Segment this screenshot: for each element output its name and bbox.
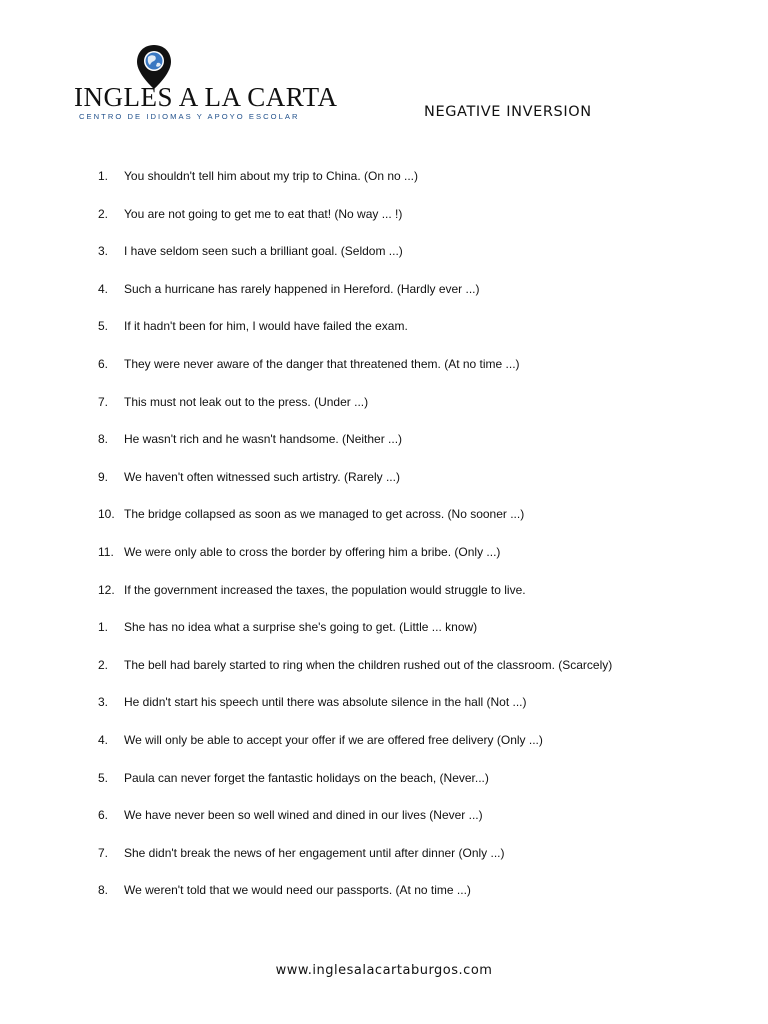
item-number: 8.	[98, 883, 109, 898]
item-text: Such a hurricane has rarely happened in Hereford. (Hardly ever ...)	[124, 281, 480, 296]
item-number: 2.	[98, 657, 109, 672]
item-text: She didn't break the news of her engagement until after dinner (Only ...)	[124, 845, 505, 860]
item-text: They were never aware of the danger that threatened them. (At no time ...)	[124, 357, 520, 371]
list-item	[98, 807, 483, 823]
item-text: He didn't start his speech until there was absolute silence in the hall (Not ...)	[124, 695, 527, 710]
item-text: The bridge collapsed as soon as we managed to get across. (No sooner ...)	[124, 507, 525, 522]
item-text: She has no idea what a surprise she's going to get. (Little ... know)	[124, 620, 478, 635]
item-number: 3.	[98, 244, 109, 259]
item-number: 5.	[98, 770, 109, 785]
item-text: We haven't often witnessed such artistry. (Rarely ...)	[124, 469, 400, 484]
item-text: We have never been so well wined and dined in our lives (Never ...)	[124, 808, 483, 823]
item-text: If the government increased the taxes, the population would struggle to live.	[124, 582, 526, 597]
list-item	[98, 582, 526, 598]
list-item	[98, 356, 520, 372]
list-item	[98, 544, 500, 560]
item-number: 1.	[98, 620, 109, 635]
list-item	[98, 281, 480, 297]
item-number: 10.	[98, 507, 115, 522]
item-number: 11.	[98, 545, 114, 559]
item-text: You are not going to get me to eat that! (No way ... !)	[124, 206, 403, 221]
brand-tagline: CENTRO DE IDIOMAS Y APOYO ESCOLAR	[79, 112, 300, 121]
item-text: Paula can never forget the fantastic holidays on the beach, (Never...)	[124, 770, 489, 785]
list-item	[98, 882, 471, 898]
item-number: 4.	[98, 733, 109, 747]
list-item	[98, 168, 418, 184]
item-number: 4.	[98, 281, 109, 296]
item-text: If it hadn't been for him, I would have failed the exam.	[124, 319, 408, 334]
item-number: 3.	[98, 695, 109, 710]
item-number: 7.	[98, 845, 109, 860]
item-number: 2.	[98, 206, 109, 221]
item-number: 6.	[98, 808, 109, 823]
list-item	[98, 431, 402, 447]
item-number: 8.	[98, 432, 109, 447]
list-item	[98, 845, 505, 861]
item-number: 9.	[98, 469, 109, 484]
item-text: I have seldom seen such a brilliant goal. (Seldom ...)	[124, 244, 403, 259]
item-text: The bell had barely started to ring when the children rushed out of the classroom. (Scarcely)	[124, 657, 613, 672]
list-item	[98, 732, 543, 748]
list-item	[98, 657, 612, 673]
list-item	[98, 206, 402, 222]
list-item	[98, 619, 477, 635]
footer-url: www.inglesalacartaburgos.com	[275, 963, 493, 978]
item-text: We were only able to cross the border by offering him a bribe. (Only ...)	[124, 545, 501, 559]
brand-name: INGLES A LA CARTA	[74, 82, 338, 112]
list-item	[98, 318, 408, 334]
item-text: We weren't told that we would need our passports. (At no time ...)	[124, 883, 471, 898]
item-number: 1.	[98, 169, 109, 183]
item-number: 6.	[98, 357, 109, 371]
item-text: This must not leak out to the press. (Under ...)	[124, 394, 369, 409]
page-title: NEGATIVE INVERSION	[424, 104, 592, 120]
item-text: We will only be able to accept your offer if we are offered free delivery (Only ...)	[124, 733, 543, 747]
list-item	[98, 770, 489, 786]
list-item	[98, 469, 400, 485]
list-item	[98, 394, 368, 410]
list-item	[98, 694, 527, 710]
item-number: 12.	[98, 582, 115, 597]
item-text: He wasn't rich and he wasn't handsome. (Neither ...)	[124, 432, 403, 447]
list-item	[98, 243, 403, 259]
item-number: 7.	[98, 394, 109, 409]
company-logo	[74, 44, 338, 124]
item-text: You shouldn't tell him about my trip to China. (On no ...)	[124, 169, 418, 183]
item-number: 5.	[98, 319, 109, 334]
list-item	[98, 506, 524, 522]
